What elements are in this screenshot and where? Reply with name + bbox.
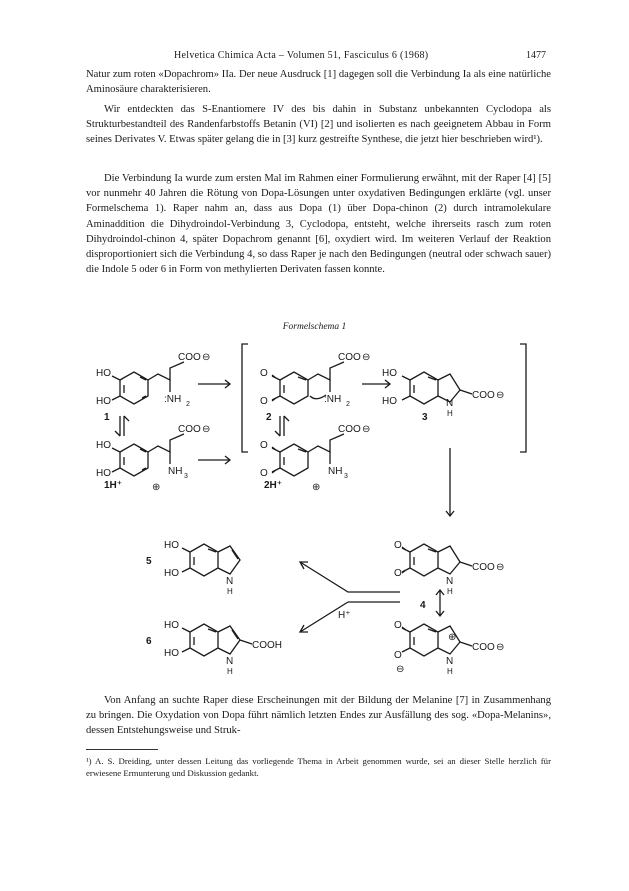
label-nh3-1h: NH xyxy=(168,466,183,477)
footnote-mark: ¹) xyxy=(86,756,92,766)
label-compound-4: 4 xyxy=(420,600,426,611)
label-ho-1h-a: HO xyxy=(96,440,111,451)
label-compound-3: 3 xyxy=(422,412,428,423)
label-n-3: N xyxy=(446,398,454,409)
arrow-4-resonance xyxy=(436,590,444,616)
label-h-5: H xyxy=(227,587,233,596)
arrow-disproportion xyxy=(300,562,400,632)
journal-title: Helvetica Chimica Acta – Volumen 51, Fasciculus 6 (1968) xyxy=(174,50,429,61)
label-compound-6: 6 xyxy=(146,636,152,647)
label-o-4c: O xyxy=(394,620,402,631)
label-ho-1b: HO xyxy=(96,396,111,407)
paragraph-4: Von Anfang an suchte Raper diese Erscheinungen mit der Bildung der Melanine [7] in Zusammenhang zu bringen. Die Oxydation von Dopa führt nämlich letzten Endes zur Ausfällung des sog. «Dopa-Melanins», dessen Entstehungsweise und Struk- xyxy=(86,695,551,737)
label-n-4a: N xyxy=(446,576,454,587)
label-minus-3: ⊖ xyxy=(496,390,505,401)
arrow-eq-1 xyxy=(115,416,129,436)
label-plus-2h: ⊕ xyxy=(312,482,321,493)
label-minus-2: ⊖ xyxy=(362,352,371,363)
label-plus-1h: ⊕ xyxy=(152,482,161,493)
label-o-4a: O xyxy=(394,540,402,551)
label-coo-1h: COO xyxy=(178,424,201,435)
label-minus-4c: ⊖ xyxy=(496,642,505,653)
label-nh3-2h: NH xyxy=(328,466,343,477)
bracket-left xyxy=(242,344,248,452)
label-compound-2h: 2H⁺ xyxy=(264,480,283,491)
label-o-2b: O xyxy=(260,396,268,407)
label-nh2-2: :NH xyxy=(324,394,342,405)
label-ho-5a: HO xyxy=(164,540,179,551)
footnote-rule xyxy=(86,749,158,750)
label-o-4d: O xyxy=(394,650,402,661)
label-coo-3: COO xyxy=(472,390,495,401)
label-h-6: H xyxy=(227,667,233,676)
label-o-4b: O xyxy=(394,568,402,579)
reaction-scheme xyxy=(80,340,550,685)
paragraph-1: Natur zum roten «Dopachrom» IIa. Der neue Ausdruck [1] dagegen soll die Verbindung Ia als eine natürliche Aminosäure charakterisieren. xyxy=(86,69,551,96)
footnote xyxy=(86,755,551,779)
label-ho-5b: HO xyxy=(164,568,179,579)
label-minus-1: ⊖ xyxy=(202,352,211,363)
label-minus-4b: ⊖ xyxy=(396,664,405,675)
label-minus-4a: ⊖ xyxy=(496,562,505,573)
paragraph-3: Die Verbindung Ia wurde zum ersten Mal im Rahmen einer Formulierung erwähnt, mit der Raper [4] [5] vor nunmehr 40 Jahren die Rötung von Dopa-Lösungen unter oxydativen Bedingungen erklärte (vgl. unser Formelschema 1). Raper nahm an, dass aus Dopa (1) über Dopa-chinon (2) durch intramolekulare Aminaddition die Dihydroindol-Verbindung 3, Cyclodopa, entsteht, welche ihrerseits rasch zum roten Dihydroindol-chinon 4, später Dopachrom genannt [6], oxydiert wird. Im weiteren Verlauf der Reaktion disproportioniert sich die Verbindung 4, so dass Raper je nach den Bedingungen (neutral oder schwach sauer) die Indole 5 oder 6 in Form von methylierten Derivaten fassen konnte. xyxy=(86,173,551,276)
label-o-2a: O xyxy=(260,368,268,379)
label-n-6: N xyxy=(226,656,234,667)
label-compound-5: 5 xyxy=(146,556,152,567)
label-nh2-1: :NH xyxy=(164,394,182,405)
label-ho-1h-b: HO xyxy=(96,468,111,479)
label-cooh-6: COOH xyxy=(252,640,282,651)
label-plus-4b: ⊕ xyxy=(448,632,457,643)
paragraph-2: Wir entdeckten das S-Enantiomere IV des bis dahin in Substanz unbekannten Cyclodopa als Strukturbestandteil des Randenfarbstoffs Betanin (VI) [2] und isolierten es nach geeignetem Abbau in Form seines Derivates V. Etwas später gelang die in [3] kurz gestreifte Synthese, die jetzt hier beschrieben wird¹). xyxy=(86,104,551,146)
label-minus-2h: ⊖ xyxy=(362,424,371,435)
label-h-4a: H xyxy=(447,587,453,596)
label-compound-1: 1 xyxy=(104,412,110,423)
label-hplus-arrow: H⁺ xyxy=(338,610,351,621)
label-coo-4b: COO xyxy=(472,642,495,653)
page-number: 1477 xyxy=(526,50,546,61)
label-n-4b: N xyxy=(446,656,454,667)
label-n-5: N xyxy=(226,576,234,587)
label-compound-1h: 1H⁺ xyxy=(104,480,123,491)
label-sub3-1h: 3 xyxy=(184,473,188,480)
label-o-2h-a: O xyxy=(260,440,268,451)
label-h-4b: H xyxy=(447,667,453,676)
running-header xyxy=(86,50,546,64)
label-o-2h-b: O xyxy=(260,468,268,479)
scheme-title: Formelschema 1 xyxy=(282,322,347,332)
bracket-right xyxy=(520,344,526,452)
label-ho-3a: HO xyxy=(382,368,397,379)
label-coo-1: COO xyxy=(178,352,201,363)
label-ho-3b: HO xyxy=(382,396,397,407)
label-h-3: H xyxy=(447,409,453,418)
label-ho-6a: HO xyxy=(164,620,179,631)
footnote-text: A. S. Dreiding, unter dessen Leitung das vorliegende Thema in Arbeit genommen wurde, sei an dieser Stelle herzlich für erwiesene Ermunterung und Diskussion gedankt. xyxy=(86,756,552,778)
label-minus-1h: ⊖ xyxy=(202,424,211,435)
label-ho-6b: HO xyxy=(164,648,179,659)
label-coo-2h: COO xyxy=(338,424,361,435)
label-coo-2: COO xyxy=(338,352,361,363)
arrow-eq-2 xyxy=(275,416,289,436)
label-ho-1a: HO xyxy=(96,368,111,379)
label-compound-2: 2 xyxy=(266,412,272,423)
label-sub2-1: 2 xyxy=(186,401,190,408)
label-coo-4a: COO xyxy=(472,562,495,573)
label-sub3-2h: 3 xyxy=(344,473,348,480)
label-sub2-2: 2 xyxy=(346,401,350,408)
